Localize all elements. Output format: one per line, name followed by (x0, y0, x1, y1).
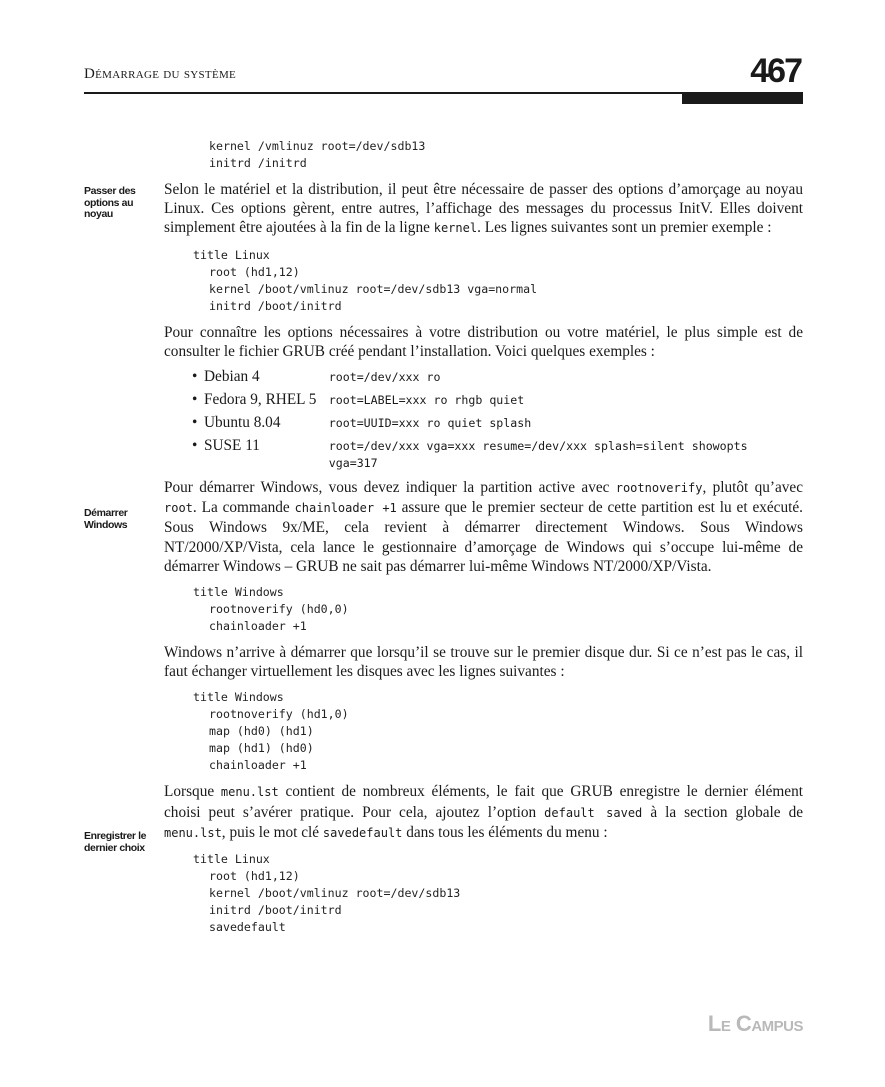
header-rule-thick (682, 92, 803, 104)
inline-code: menu.lst (220, 785, 279, 800)
margin-note-windows: Démarrer Windows (84, 507, 128, 531)
code-block (164, 584, 803, 635)
code-line: title Windows (193, 690, 284, 705)
inline-code: savedefault (322, 825, 403, 840)
code-line: title Linux (193, 247, 270, 262)
code-line: root (hd1,12) (209, 869, 300, 884)
paragraph: Pour connaître les options nécessaires à votre distribution ou votre matériel, le plus simple est de consulter le fichier GRUB créé pendant l’installation. Voici quelques exemples : (164, 323, 803, 360)
code-line: map (hd1) (hd0) (209, 741, 314, 756)
code-line: chainloader +1 (209, 758, 307, 773)
code-block (164, 247, 803, 315)
inline-code: rootnoverify (615, 481, 703, 496)
margin-note-options: Passer des options au noyau (84, 185, 136, 220)
paragraph: Windows n’arrive à démarrer que lorsqu’il se trouve sur le premier disque dur. Si ce n’est pas le cas, il faut échanger virtuellement les disques avec les lignes suivantes : (164, 644, 803, 681)
code-block (164, 851, 803, 936)
list-item: • Ubuntu 8.04 root=UUID=xxx ro quiet splash (192, 414, 532, 432)
margin-note-last-choice: Enregistrer le dernier choix (84, 830, 147, 854)
page-number: 467 (750, 52, 801, 90)
paragraph: Pour démarrer Windows, vous devez indiquer la partition active avec rootnoverify, plutôt qu’avec root. La commande chainloader +1 assure que le premier secteur de cette partition est lu et exécuté. Sous Windows 9x/ME, cela revient à démarrer directement Windows. Sous Windows NT/2000/XP/Vista, cela lance le gestionnaire d’amorçage de Windows qui s’occupe lui-même de démarrer Windows – GRUB ne sait pas démarrer lui-même Windows NT/2000/XP/Vista. (164, 479, 803, 575)
code-line: chainloader +1 (209, 619, 307, 634)
paragraph: Lorsque menu.lst contient de nombreux éléments, le fait que GRUB enregistre le dernier élément choisi peut s’avérer pratique. Pour cela, ajoutez l’option default saved à la section globale de menu.lst, puis le mot clé savedefault dans tous les éléments du menu : (164, 783, 804, 841)
list-item: • Debian 4 root=/dev/xxx ro (192, 368, 441, 386)
code-line: initrd /boot/initrd (209, 903, 342, 918)
code-line: title Windows (193, 585, 284, 600)
paragraph: Selon le matériel et la distribution, il peut être nécessaire de passer des options d’amorçage au noyau Linux. Ces options gèrent, entre autres, l’affichage des messages du processus InitV. Elles doivent simplement être ajoutées à la fin de la ligne kernel. Les lignes suivantes sont un premier exemple : (164, 181, 803, 237)
inline-code: root (164, 501, 193, 516)
code-line: kernel /vmlinuz root=/dev/sdb13 (209, 139, 426, 153)
code-block-top (164, 138, 803, 172)
inline-code: chainloader +1 (294, 501, 397, 516)
code-line: rootnoverify (hd0,0) (209, 602, 349, 617)
list-item: • SUSE 11 root=/dev/xxx vga=xxx resume=/dev/xxx splash=silent showopts vga=317 (192, 437, 748, 471)
code-line: title Linux (193, 852, 270, 867)
code-line: savedefault (209, 920, 286, 935)
section-save-last-choice (164, 782, 803, 936)
page-content (164, 138, 803, 936)
distro-options-list (164, 367, 803, 472)
code-line: rootnoverify (hd1,0) (209, 707, 349, 722)
code-line: kernel /boot/vmlinuz root=/dev/sdb13 (209, 886, 461, 901)
chapter-title: Démarrage du système (84, 66, 237, 82)
section-windows (164, 478, 803, 774)
inline-code: default saved (544, 805, 643, 820)
inline-code: kernel (433, 221, 478, 236)
publisher-logo: Le Campus (707, 1011, 803, 1036)
code-line: initrd /initrd (209, 156, 307, 170)
section-kernel-options (164, 180, 803, 472)
code-line: initrd /boot/initrd (209, 298, 342, 313)
code-block (164, 689, 803, 774)
list-item: • Fedora 9, RHEL 5 root=LABEL=xxx ro rhgb quiet (192, 391, 525, 409)
code-line: map (hd0) (hd1) (209, 724, 314, 739)
code-line: root (hd1,12) (209, 264, 300, 279)
code-line: kernel /boot/vmlinuz root=/dev/sdb13 vga=normal (209, 281, 538, 296)
inline-code: menu.lst (164, 825, 222, 840)
